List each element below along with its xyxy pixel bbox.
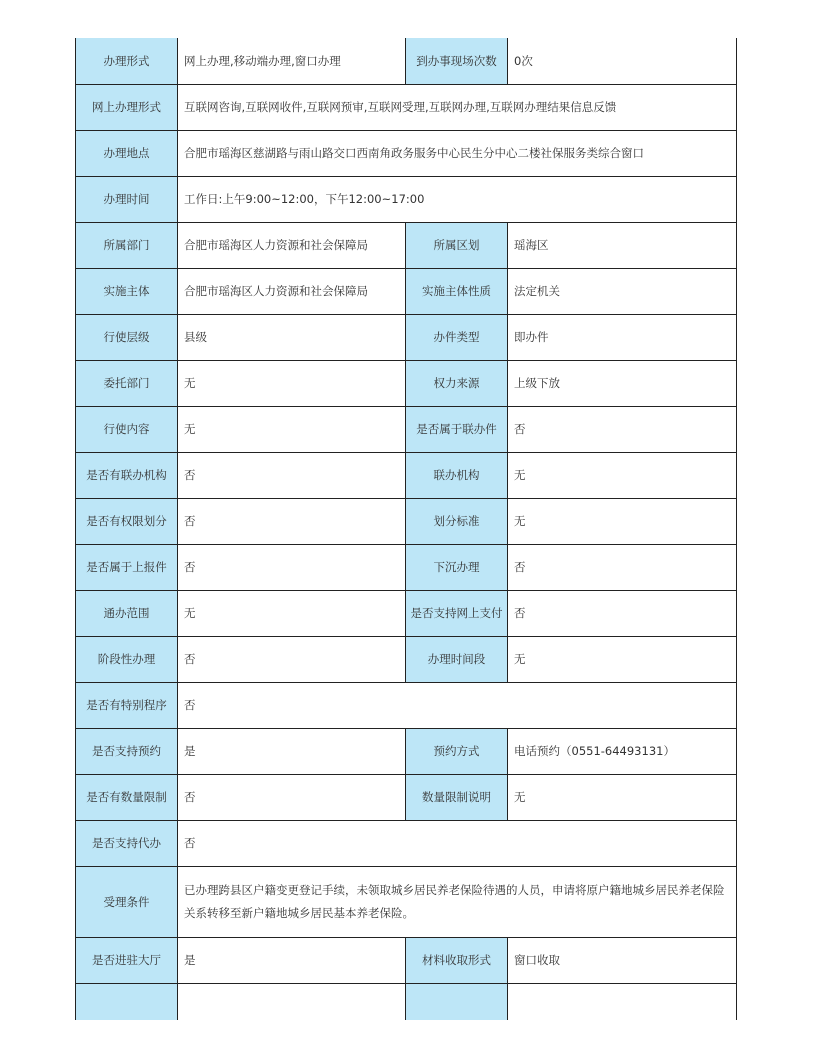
table-row-online-form: [76, 84, 737, 130]
table-row-appointment: [76, 728, 737, 774]
field-label: 办理地点: [76, 130, 178, 176]
field-label: 办理时间段: [406, 636, 508, 682]
field-value: 是: [178, 728, 406, 774]
field-value: 合肥市瑶海区人力资源和社会保障局: [178, 268, 406, 314]
field-value: 无: [178, 590, 406, 636]
field-value: 无: [508, 452, 737, 498]
table-row-hours: [76, 176, 737, 222]
table-row-agent: [76, 820, 737, 866]
field-label: 办理时间: [76, 176, 178, 222]
field-value: 否: [178, 774, 406, 820]
field-label: 预约方式: [406, 728, 508, 774]
field-value: 无: [508, 636, 737, 682]
field-label: 实施主体性质: [406, 268, 508, 314]
field-value: 合肥市瑶海区慈湖路与雨山路交口西南角政务服务中心民生分中心二楼社保服务类综合窗口: [178, 130, 737, 176]
table-row-authority-division: [76, 498, 737, 544]
field-value: 否: [178, 820, 737, 866]
field-label: 办理形式: [76, 38, 178, 84]
field-value: 上级下放: [508, 360, 737, 406]
table-row-content: [76, 406, 737, 452]
field-label: 是否有特别程序: [76, 682, 178, 728]
table-row-quantity-limit: [76, 774, 737, 820]
field-label: [406, 983, 508, 1020]
field-label: 下沉办理: [406, 544, 508, 590]
table-row-special-procedure: [76, 682, 737, 728]
field-value: 是: [178, 937, 406, 983]
table-row-level: [76, 314, 737, 360]
table-row-stage: [76, 636, 737, 682]
field-value: 否: [178, 498, 406, 544]
field-label: 是否属于联办件: [406, 406, 508, 452]
table-row-implementer: [76, 268, 737, 314]
field-value: 无: [508, 498, 737, 544]
table-row-delegation: [76, 360, 737, 406]
table-row-handling-form: [76, 38, 737, 84]
field-label: [76, 983, 178, 1020]
field-label: 受理条件: [76, 866, 178, 937]
table-row-acceptance-conditions: [76, 866, 737, 937]
field-value: [508, 983, 737, 1020]
field-value: 法定机关: [508, 268, 737, 314]
field-label: 所属部门: [76, 222, 178, 268]
field-label: 是否属于上报件: [76, 544, 178, 590]
field-label: 是否有权限划分: [76, 498, 178, 544]
table-row-scope: [76, 590, 737, 636]
field-label: 是否支持网上支付: [406, 590, 508, 636]
table-row-department: [76, 222, 737, 268]
field-value: 窗口收取: [508, 937, 737, 983]
field-value: 已办理跨县区户籍变更登记手续，未领取城乡居民养老保险待遇的人员，申请将原户籍地城乡居民养老保险关系转移至新户籍地城乡居民基本养老保险。: [178, 866, 737, 937]
field-label: 权力来源: [406, 360, 508, 406]
field-value: 无: [178, 406, 406, 452]
field-label: 是否支持预约: [76, 728, 178, 774]
field-label: 行使内容: [76, 406, 178, 452]
field-label: 办件类型: [406, 314, 508, 360]
field-value: 工作日:上午9:00~12:00，下午12:00~17:00: [178, 176, 737, 222]
field-label: 划分标准: [406, 498, 508, 544]
field-value: 否: [178, 636, 406, 682]
field-value: 无: [178, 360, 406, 406]
field-value: 否: [508, 590, 737, 636]
field-value: 即办件: [508, 314, 737, 360]
field-label: 实施主体: [76, 268, 178, 314]
field-value: 否: [178, 682, 737, 728]
field-label: 数量限制说明: [406, 774, 508, 820]
field-value: 否: [178, 544, 406, 590]
field-value: 无: [508, 774, 737, 820]
field-label: 是否有数量限制: [76, 774, 178, 820]
field-value: 电话预约（0551-64493131）: [508, 728, 737, 774]
table-row-partial: [76, 983, 737, 1020]
service-info-table: [75, 38, 737, 1020]
field-value: 合肥市瑶海区人力资源和社会保障局: [178, 222, 406, 268]
field-value: 0次: [508, 38, 737, 84]
table-row-location: [76, 130, 737, 176]
field-label: 所属区划: [406, 222, 508, 268]
field-value: 否: [178, 452, 406, 498]
field-label: 行使层级: [76, 314, 178, 360]
field-label: 联办机构: [406, 452, 508, 498]
field-value: 否: [508, 544, 737, 590]
field-label: 委托部门: [76, 360, 178, 406]
field-label: 材料收取形式: [406, 937, 508, 983]
field-label: 是否有联办机构: [76, 452, 178, 498]
field-value: 网上办理,移动端办理,窗口办理: [178, 38, 406, 84]
field-label: 通办范围: [76, 590, 178, 636]
field-value: [178, 983, 406, 1020]
field-label: 是否进驻大厅: [76, 937, 178, 983]
field-label: 到办事现场次数: [406, 38, 508, 84]
table-row-report: [76, 544, 737, 590]
field-value: 县级: [178, 314, 406, 360]
field-label: 网上办理形式: [76, 84, 178, 130]
field-label: 阶段性办理: [76, 636, 178, 682]
table-row-hall: [76, 937, 737, 983]
field-value: 否: [508, 406, 737, 452]
field-value: 互联网咨询,互联网收件,互联网预审,互联网受理,互联网办理,互联网办理结果信息反馈: [178, 84, 737, 130]
table-row-joint-agency: [76, 452, 737, 498]
field-value: 瑶海区: [508, 222, 737, 268]
field-label: 是否支持代办: [76, 820, 178, 866]
